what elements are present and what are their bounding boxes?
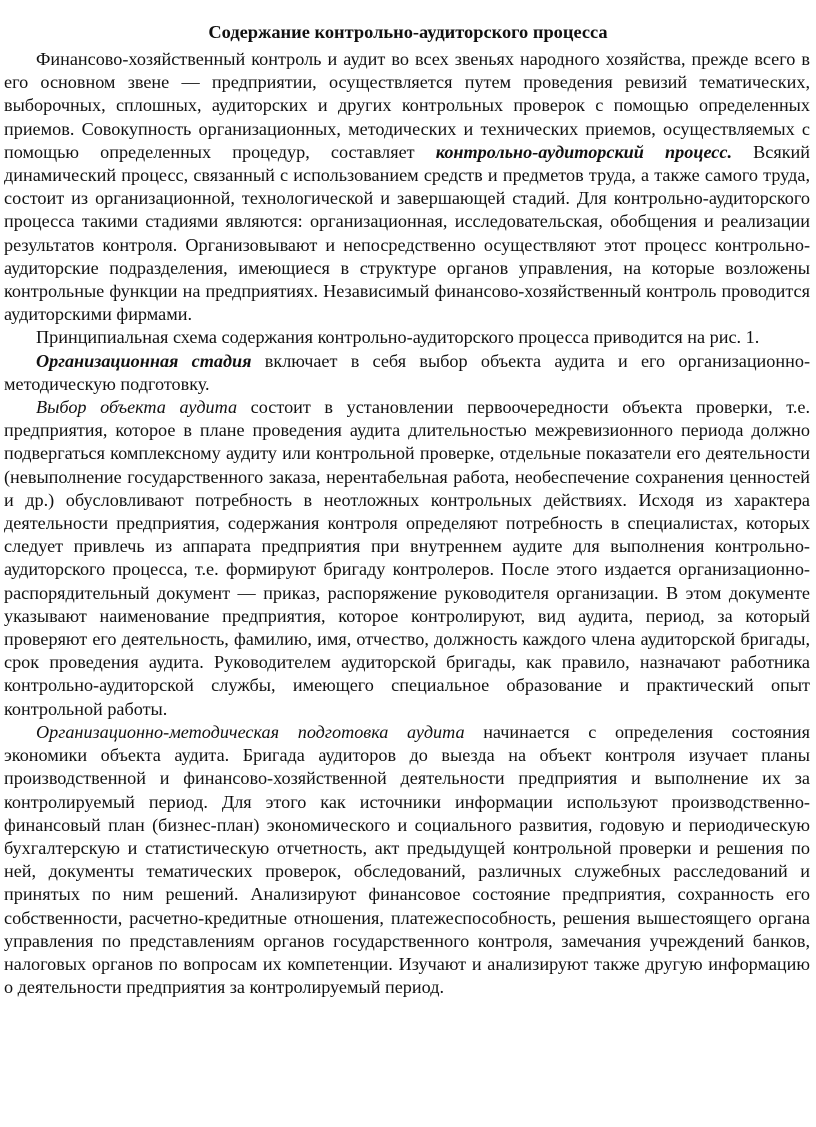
term-audit-object-selection: Выбор объекта аудита [36, 397, 238, 418]
paragraph-methodical-preparation-text: начинается с определения состояния экономики объекта аудита. Бригада аудиторов до выезда на объект контроля изучает планы производственной и финансово-хозяйственной деятельности предприятия и выполнение их за контролируемый период. Для этого как источники информации используют производственно-финансовый план (бизнес-план) экономического и социального развития, годовую и периодическую бухгалтерскую и статистическую отчетность, акт предыдущей контрольной проверки и решения по ней, документы тематических проверок, обследований, различных служебных расследований и принятых по ним решений. Анализируют финансовое состояние предприятия, сохранность его собственности, расчетно-кредитные отношения, платежеспособность, решения вышестоящего органа управления по представлениям органов государственного контроля, замечания учреждений банков, налоговых органов по вопросам их компетенции. Изучают и анализируют также другую информацию о деятельности предприятия за контролируемый период. [4, 721, 810, 998]
paragraph-intro-text-a: Финансово-хозяйственный контроль и аудит во всех звеньях народного хозяйства, прежде всего в его основном звене — предприятии, осуществляется путем проведения ревизий тематических, выборочных, сплошных, аудиторских и других контрольных проверок с помощью определенных приемов. Совокупность организационных, методических и технических приемов, осуществляемых с помощью определенных процедур, составляет [4, 49, 810, 162]
term-methodical-preparation: Организационно-методическая подготовка аудита [36, 721, 465, 742]
paragraph-organizational-stage-text: включает в себя выбор объекта аудита и его организационно-методическую подготовку. [4, 350, 810, 394]
paragraph-methodical-preparation [0, 721, 816, 999]
paragraph-audit-object-selection-text: состоит в установлении первоочередности объекта проверки, т.е. предприятия, которое в плане проведения аудита длительностью межревизионного периода должно подвергаться комплексному аудиту или контрольной проверке, отдельные показатели его деятельности (невыполнение государственного заказа, нерентабельная работа, необеспечение сохранения ценностей и др.) обусловливают потребность в неотложных контрольных действиях. Исходя из характера деятельности предприятия, содержания контроля определяют потребность в специалистах, которых следует привлечь из аппарата предприятия при внутреннем аудите для выполнения контрольно-аудиторского процесса, т.е. формируют бригаду контролеров. После этого издается организационно-распорядительный документ — приказ, распоряжение руководителя организации. В этом документе указывают наименование предприятия, которое контролируют, вид аудита, период, за который проверяют его деятельность, фамилию, имя, отчество, должность каждого члена аудиторской бригады, срок проведения аудита. Руководителем аудиторской бригады, как правило, назначают работника контрольно-аудиторской службы, имеющего специальное образование и практический опыт контрольной работы. [4, 397, 810, 719]
paragraph-intro-text-b: Всякий динамический процесс, связанный с использованием средств и предметов труда, а также самого труда, состоит из организационной, технологической и завершающей стадий. Для контрольно-аудиторского процесса такими стадиями являются: организационная, исследовательская, обобщения и реализации результатов контроля. Организовывают и непосредственно осуществляют этот процесс контрольно-аудиторские подразделения, имеющиеся в структуре органов управления, на которые возложены контрольные функции на предприятиях. Независимый финансово-хозяйственный контроль проводится аудиторскими фирмами. [4, 141, 811, 325]
paragraph-audit-object-selection [0, 396, 816, 721]
paragraph-intro [0, 48, 816, 326]
paragraph-scheme-reference: Принципиальная схема содержания контрольно-аудиторского процесса приводится на рис. 1. [36, 327, 760, 348]
document-title: Содержание контрольно-аудиторского процесса [208, 22, 608, 42]
paragraph-organizational-stage [0, 350, 816, 396]
term-organizational-stage: Организационная стадия [36, 350, 252, 371]
term-control-audit-process: контрольно-аудиторский процесс. [435, 141, 732, 162]
